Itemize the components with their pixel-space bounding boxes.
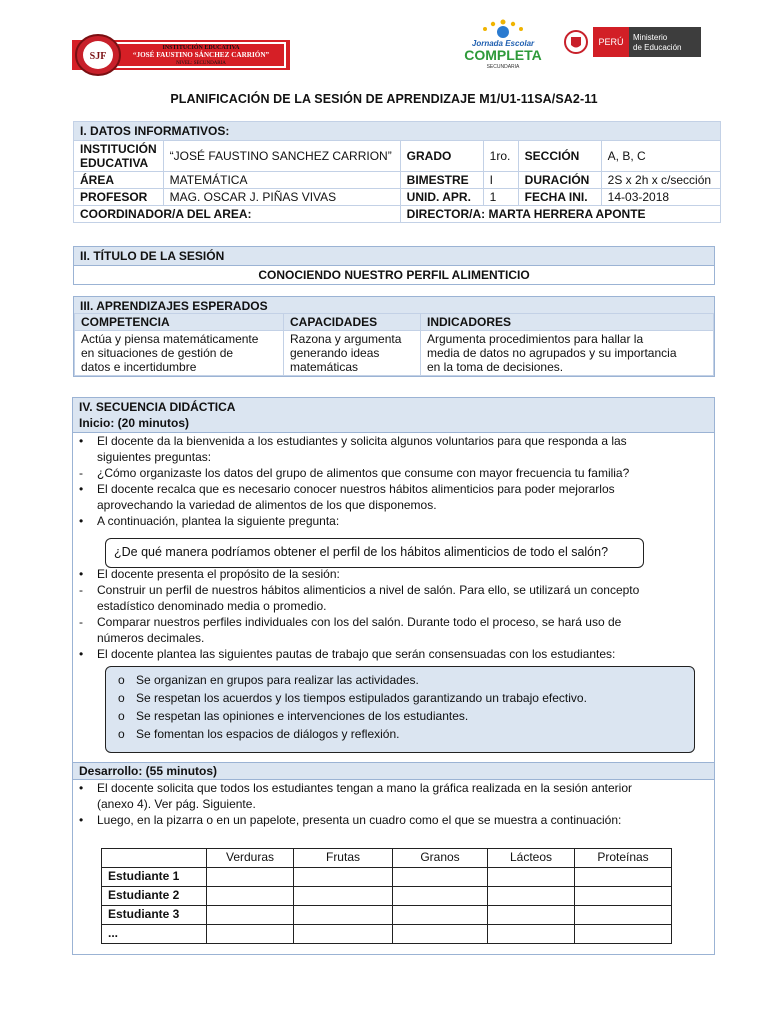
indicadores-line: media de datos no agrupados y su importancia bbox=[427, 346, 677, 360]
table-cell bbox=[488, 925, 575, 944]
indicadores-cell bbox=[421, 331, 714, 376]
bimestre-value: I bbox=[483, 172, 518, 189]
datos-heading: I. DATOS INFORMATIVOS: bbox=[74, 122, 721, 141]
row-label: Estudiante 1 bbox=[102, 868, 207, 887]
school-monogram: SJF bbox=[89, 51, 107, 62]
key-question: ¿De qué manera podríamos obtener el perfil de los hábitos alimenticios de todo el salón? bbox=[114, 545, 609, 559]
capacidades-line: generando ideas bbox=[290, 346, 380, 360]
bullet: • bbox=[79, 647, 84, 661]
fecha-label: FECHA INI. bbox=[518, 189, 601, 206]
text-line bbox=[79, 614, 621, 630]
text-line bbox=[79, 481, 615, 497]
capacidades-line: matemáticas bbox=[290, 360, 359, 374]
bullet: • bbox=[79, 434, 84, 448]
secuencia-heading: IV. SECUENCIA DIDÁCTICA bbox=[79, 400, 236, 414]
text-line bbox=[79, 812, 621, 828]
rules-box bbox=[105, 666, 695, 753]
competencia-line: en situaciones de gestión de bbox=[81, 346, 234, 360]
titulo-section bbox=[73, 246, 715, 285]
fecha-value: 14-03-2018 bbox=[601, 189, 720, 206]
table-header-cell: Proteínas bbox=[575, 849, 672, 868]
line-text: A continuación, plantea la siguiente pregunta: bbox=[97, 514, 340, 528]
aprendizajes-table bbox=[74, 313, 714, 376]
area-label: ÁREA bbox=[74, 172, 164, 189]
text-line bbox=[79, 566, 340, 582]
text-line bbox=[79, 630, 204, 646]
duracion-value: 2S x 2h x c/sección bbox=[601, 172, 720, 189]
bullet: • bbox=[79, 781, 84, 795]
table-cell bbox=[575, 925, 672, 944]
document-title: PLANIFICACIÓN DE LA SESIÓN DE APRENDIZAJE M1/U1-11SA/SA2-11 bbox=[170, 92, 598, 106]
session-title: CONOCIENDO NUESTRO PERFIL ALIMENTICIO bbox=[74, 265, 714, 284]
school-logo-line3: NIVEL: SECUNDARIA bbox=[176, 61, 226, 66]
line-text: Luego, en la pizarra o en un papelote, presenta un cuadro como el que se muestra a continuación: bbox=[97, 813, 622, 827]
text-line bbox=[79, 449, 211, 465]
inicio-heading: Inicio: (20 minutos) bbox=[79, 416, 190, 430]
table-row bbox=[102, 906, 672, 925]
unid-label: UNID. APR. bbox=[400, 189, 483, 206]
question-box bbox=[105, 538, 644, 568]
table-cell bbox=[294, 868, 393, 887]
text-line bbox=[79, 433, 627, 449]
col-competencia: COMPETENCIA bbox=[75, 314, 284, 331]
table-row bbox=[102, 925, 672, 944]
table-cell bbox=[488, 887, 575, 906]
text-line bbox=[79, 513, 339, 529]
col-indicadores: INDICADORES bbox=[421, 314, 714, 331]
minedu-line2: de Educación bbox=[633, 43, 682, 52]
table-cell bbox=[294, 925, 393, 944]
table-cell bbox=[207, 925, 294, 944]
table-cell bbox=[575, 906, 672, 925]
bimestre-label: BIMESTRE bbox=[400, 172, 483, 189]
table-cell bbox=[575, 868, 672, 887]
coordinador-label: COORDINADOR/A DEL AREA: bbox=[74, 206, 401, 223]
profesor-value: MAG. OSCAR J. PIÑAS VIVAS bbox=[163, 189, 400, 206]
school-logo-line1: INSTITUCIÓN EDUCATIVA bbox=[162, 45, 240, 51]
line-text: El docente solicita que todos los estudiantes tengan a mano la gráfica realizada en la sesión anterior bbox=[97, 781, 633, 795]
line-text: El docente recalca que es necesario conocer nuestros hábitos alimenticios para poder mejorarlos bbox=[97, 482, 615, 496]
jec-top: Jornada Escolar bbox=[471, 39, 535, 48]
table-header-cell: Lácteos bbox=[488, 849, 575, 868]
table-header-cell: Frutas bbox=[294, 849, 393, 868]
bullet: • bbox=[79, 482, 84, 496]
text-line bbox=[79, 780, 632, 796]
inst-value: “JOSÉ FAUSTINO SANCHEZ CARRION” bbox=[163, 141, 400, 172]
line-text: (anexo 4). Ver pág. Siguiente. bbox=[97, 797, 256, 811]
table-cell bbox=[393, 868, 488, 887]
table-cell bbox=[393, 887, 488, 906]
text-line bbox=[79, 497, 437, 513]
table-header-cell: Granos bbox=[393, 849, 488, 868]
line-text: números decimales. bbox=[97, 631, 205, 645]
line-text: ¿Cómo organizaste los datos del grupo de alimentos que consume con mayor frecuencia tu familia? bbox=[97, 466, 630, 480]
text-line bbox=[79, 646, 615, 662]
jec-logo bbox=[460, 16, 546, 72]
secuencia-section bbox=[72, 397, 715, 955]
capacidades-line: Razona y argumenta bbox=[290, 332, 402, 346]
jec-sub: SECUNDARIA bbox=[486, 64, 520, 70]
indicadores-line: Argumenta procedimientos para hallar la bbox=[427, 332, 644, 346]
director-label: DIRECTOR/A: MARTA HERRERA APONTE bbox=[400, 206, 720, 223]
grado-label: GRADO bbox=[400, 141, 483, 172]
competencia-cell bbox=[75, 331, 284, 376]
line-text: El docente da la bienvenida a los estudiantes y solicita algunos voluntarios para que responda a las bbox=[97, 434, 627, 448]
seccion-value: A, B, C bbox=[601, 141, 720, 172]
rule-item: o Se organizan en grupos para realizar las actividades. bbox=[118, 673, 419, 687]
line-text: aprovechando la variedad de alimentos de los que disponemos. bbox=[97, 498, 437, 512]
table-row bbox=[102, 868, 672, 887]
grado-value: 1ro. bbox=[483, 141, 518, 172]
titulo-heading: II. TÍTULO DE LA SESIÓN bbox=[74, 247, 714, 265]
minedu-line1: Ministerio bbox=[633, 33, 668, 42]
row-label: ... bbox=[102, 925, 207, 944]
rule-item: o Se fomentan los espacios de diálogos y reflexión. bbox=[118, 727, 400, 741]
profesor-label: PROFESOR bbox=[74, 189, 164, 206]
minedu-country: PERÚ bbox=[598, 37, 624, 47]
table-cell bbox=[294, 887, 393, 906]
indicadores-line: en la toma de decisiones. bbox=[427, 360, 564, 374]
col-capacidades: CAPACIDADES bbox=[284, 314, 421, 331]
inst-label: INSTITUCIÓN EDUCATIVA bbox=[74, 141, 164, 172]
text-line bbox=[79, 796, 256, 812]
table-cell bbox=[575, 887, 672, 906]
school-logo-line2: “JOSÉ FAUSTINO SÁNCHEZ CARRIÓN” bbox=[132, 51, 270, 59]
line-text: Construir un perfil de nuestros hábitos alimenticios a nivel de salón. Para ello, se utilizará un concepto bbox=[97, 583, 640, 597]
aprendizajes-section bbox=[73, 296, 715, 377]
unid-value: 1 bbox=[483, 189, 518, 206]
bullet: - bbox=[79, 583, 83, 597]
datos-informativos-table bbox=[73, 121, 721, 223]
text-line bbox=[79, 598, 326, 614]
line-text: El docente plantea las siguientes pautas de trabajo que serán consensuadas con los estudiantes: bbox=[97, 647, 616, 661]
bullet: - bbox=[79, 615, 83, 629]
desarrollo-heading: Desarrollo: (55 minutos) bbox=[79, 764, 218, 778]
line-text: siguientes preguntas: bbox=[97, 450, 212, 464]
seccion-label: SECCIÓN bbox=[518, 141, 601, 172]
minedu-logo bbox=[563, 27, 701, 57]
table-cell bbox=[393, 906, 488, 925]
table-cell bbox=[488, 868, 575, 887]
row-label: Estudiante 2 bbox=[102, 887, 207, 906]
food-table bbox=[101, 848, 672, 944]
capacidades-cell bbox=[284, 331, 421, 376]
table-cell bbox=[393, 925, 488, 944]
row-label: Estudiante 3 bbox=[102, 906, 207, 925]
text-line bbox=[79, 582, 639, 598]
area-value: MATEMÁTICA bbox=[163, 172, 400, 189]
bullet: • bbox=[79, 567, 84, 581]
line-text: El docente presenta el propósito de la sesión: bbox=[97, 567, 340, 581]
jec-main: COMPLETA bbox=[464, 47, 542, 63]
aprendizajes-heading: III. APRENDIZAJES ESPERADOS bbox=[74, 297, 714, 313]
bullet: • bbox=[79, 514, 84, 528]
line-text: estadístico denominado media o promedio. bbox=[97, 599, 327, 613]
table-row bbox=[102, 887, 672, 906]
table-cell bbox=[207, 906, 294, 925]
table-cell bbox=[488, 906, 575, 925]
competencia-line: Actúa y piensa matemáticamente bbox=[81, 332, 259, 346]
table-cell bbox=[207, 868, 294, 887]
table-cell bbox=[207, 887, 294, 906]
rule-item: o Se respetan los acuerdos y los tiempos estipulados garantizando un trabajo efectivo. bbox=[118, 691, 587, 705]
competencia-line: datos e incertidumbre bbox=[81, 360, 197, 374]
text-line bbox=[79, 465, 629, 481]
school-logo bbox=[72, 34, 290, 76]
bullet: - bbox=[79, 466, 83, 480]
line-text: Comparar nuestros perfiles individuales con los del salón. Durante todo el proceso, se hará uso de bbox=[97, 615, 622, 629]
table-header-cell bbox=[102, 849, 207, 868]
table-cell bbox=[294, 906, 393, 925]
duracion-label: DURACIÓN bbox=[518, 172, 601, 189]
table-header-cell: Verduras bbox=[207, 849, 294, 868]
rule-item: o Se respetan las opiniones e intervenciones de los estudiantes. bbox=[118, 709, 469, 723]
bullet: • bbox=[79, 813, 84, 827]
